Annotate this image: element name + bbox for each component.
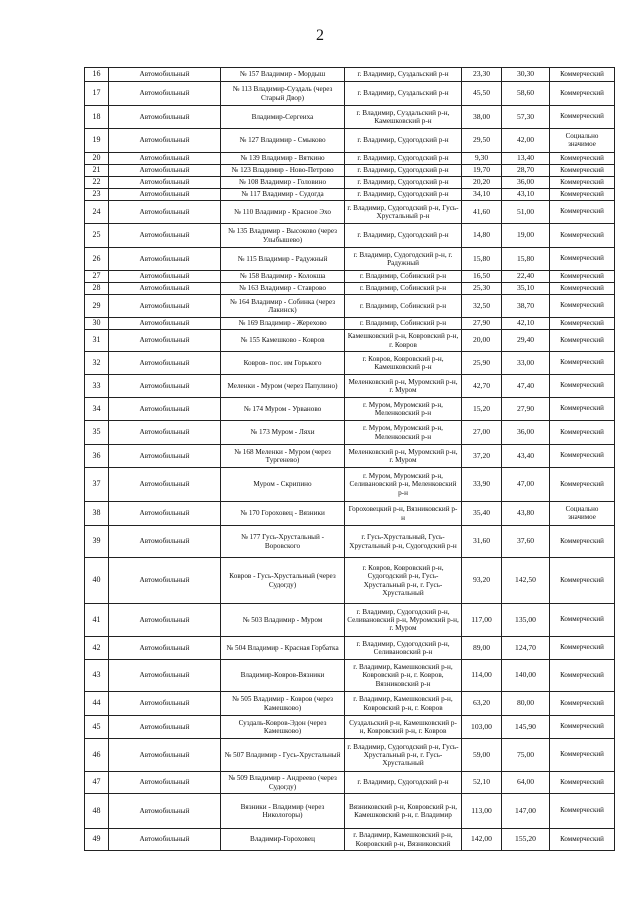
route-type-cell: Коммерческий bbox=[550, 716, 615, 739]
table-row bbox=[85, 189, 615, 201]
distance-forward-cell: 52,10 bbox=[462, 772, 502, 794]
transport-kind-cell: Автомобильный bbox=[109, 772, 221, 794]
route-name-cell: № 158 Владимир - Колокша bbox=[221, 271, 345, 283]
transport-kind-cell: Автомобильный bbox=[109, 189, 221, 201]
distance-forward-cell: 38,00 bbox=[462, 106, 502, 129]
table-row bbox=[85, 283, 615, 295]
transport-kind-cell: Автомобильный bbox=[109, 271, 221, 283]
route-name-cell: № 108 Владимир - Головино bbox=[221, 177, 345, 189]
route-name-cell: № 507 Владимир - Гусь-Хрустальный bbox=[221, 739, 345, 772]
distance-back-cell: 15,80 bbox=[502, 248, 550, 271]
distance-back-cell: 47,00 bbox=[502, 468, 550, 502]
table-row bbox=[85, 772, 615, 794]
route-name-cell: Ковров- пос. им Горького bbox=[221, 352, 345, 375]
distance-forward-cell: 19,70 bbox=[462, 165, 502, 177]
districts-cell: Гороховецкий р-н, Вязниковский р-н bbox=[345, 502, 462, 526]
transport-kind-cell: Автомобильный bbox=[109, 248, 221, 271]
transport-kind-cell: Автомобильный bbox=[109, 224, 221, 248]
transport-kind-cell: Автомобильный bbox=[109, 829, 221, 851]
distance-forward-cell: 27,90 bbox=[462, 318, 502, 330]
districts-cell: г. Владимир, Судогодский р-н bbox=[345, 177, 462, 189]
route-name-cell: № 117 Владимир - Судогда bbox=[221, 189, 345, 201]
districts-cell: Меленковский р-н, Муромский р-н, г. Муром bbox=[345, 375, 462, 398]
route-number-cell: 35 bbox=[85, 421, 109, 445]
districts-cell: г. Владимир, Суздальский р-н, Камешковский р-н bbox=[345, 106, 462, 129]
route-name-cell: № 123 Владимир - Ново-Петрово bbox=[221, 165, 345, 177]
route-number-cell: 17 bbox=[85, 82, 109, 106]
districts-cell: г. Владимир, Судогодский р-н bbox=[345, 224, 462, 248]
transport-kind-cell: Автомобильный bbox=[109, 153, 221, 165]
routes-table bbox=[84, 67, 615, 851]
districts-cell: г. Владимир, Судогодский р-н, г. Радужный bbox=[345, 248, 462, 271]
table-row bbox=[85, 558, 615, 604]
transport-kind-cell: Автомобильный bbox=[109, 177, 221, 189]
table-row bbox=[85, 201, 615, 224]
route-name-cell: № 163 Владимир - Ставрово bbox=[221, 283, 345, 295]
districts-cell: г. Ковров, Ковровский р-н, Камешковский р-н bbox=[345, 352, 462, 375]
route-name-cell: № 115 Владимир - Радужный bbox=[221, 248, 345, 271]
distance-back-cell: 37,60 bbox=[502, 526, 550, 558]
distance-back-cell: 142,50 bbox=[502, 558, 550, 604]
route-number-cell: 32 bbox=[85, 352, 109, 375]
distance-forward-cell: 42,70 bbox=[462, 375, 502, 398]
route-name-cell: № 169 Владимир - Жерехово bbox=[221, 318, 345, 330]
distance-back-cell: 145,90 bbox=[502, 716, 550, 739]
route-number-cell: 16 bbox=[85, 68, 109, 82]
route-type-cell: Социально значимое bbox=[550, 502, 615, 526]
route-number-cell: 29 bbox=[85, 295, 109, 318]
transport-kind-cell: Автомобильный bbox=[109, 129, 221, 153]
districts-cell: г. Владимир, Собинский р-н bbox=[345, 283, 462, 295]
route-name-cell: № 505 Владимир - Ковров (через Камешково) bbox=[221, 692, 345, 716]
table-row bbox=[85, 660, 615, 692]
distance-forward-cell: 89,00 bbox=[462, 637, 502, 660]
districts-cell: г. Владимир, Судогодский р-н, Гусь-Хрустальный р-н bbox=[345, 201, 462, 224]
route-number-cell: 20 bbox=[85, 153, 109, 165]
districts-cell: г. Владимир, Судогодский р-н bbox=[345, 189, 462, 201]
route-type-cell: Коммерческий bbox=[550, 165, 615, 177]
table-row bbox=[85, 421, 615, 445]
route-name-cell: № 503 Владимир - Муром bbox=[221, 604, 345, 637]
distance-back-cell: 36,00 bbox=[502, 177, 550, 189]
route-number-cell: 46 bbox=[85, 739, 109, 772]
distance-back-cell: 155,20 bbox=[502, 829, 550, 851]
table-row bbox=[85, 398, 615, 421]
districts-cell: Вязниковский р-н, Ковровский р-н, Камешковский р-н, г. Владимир bbox=[345, 794, 462, 829]
transport-kind-cell: Автомобильный bbox=[109, 468, 221, 502]
route-number-cell: 43 bbox=[85, 660, 109, 692]
distance-back-cell: 124,70 bbox=[502, 637, 550, 660]
table-row bbox=[85, 129, 615, 153]
table-row bbox=[85, 224, 615, 248]
distance-back-cell: 13,40 bbox=[502, 153, 550, 165]
route-type-cell: Коммерческий bbox=[550, 637, 615, 660]
table-row bbox=[85, 248, 615, 271]
table-row bbox=[85, 271, 615, 283]
distance-forward-cell: 25,30 bbox=[462, 283, 502, 295]
route-name-cell: № 173 Муром - Ляхи bbox=[221, 421, 345, 445]
route-number-cell: 21 bbox=[85, 165, 109, 177]
route-name-cell: Ковров - Гусь-Хрустальный (через Судогду) bbox=[221, 558, 345, 604]
districts-cell: г. Владимир, Судогодский р-н, Селивановский р-н, Муромский р-н, г. Муром bbox=[345, 604, 462, 637]
table-row bbox=[85, 375, 615, 398]
distance-forward-cell: 63,20 bbox=[462, 692, 502, 716]
distance-forward-cell: 37,20 bbox=[462, 445, 502, 468]
distance-back-cell: 36,00 bbox=[502, 421, 550, 445]
route-type-cell: Коммерческий bbox=[550, 224, 615, 248]
distance-forward-cell: 45,50 bbox=[462, 82, 502, 106]
distance-back-cell: 22,40 bbox=[502, 271, 550, 283]
transport-kind-cell: Автомобильный bbox=[109, 739, 221, 772]
route-type-cell: Коммерческий bbox=[550, 526, 615, 558]
transport-kind-cell: Автомобильный bbox=[109, 526, 221, 558]
route-number-cell: 38 bbox=[85, 502, 109, 526]
route-name-cell: Владимир-Сергеиха bbox=[221, 106, 345, 129]
districts-cell: Суздальский р-н, Камешковский р-н, Ковровский р-н, г. Ковров bbox=[345, 716, 462, 739]
route-name-cell: № 110 Владимир - Красное Эхо bbox=[221, 201, 345, 224]
route-number-cell: 18 bbox=[85, 106, 109, 129]
route-number-cell: 33 bbox=[85, 375, 109, 398]
transport-kind-cell: Автомобильный bbox=[109, 502, 221, 526]
distance-forward-cell: 34,10 bbox=[462, 189, 502, 201]
route-number-cell: 41 bbox=[85, 604, 109, 637]
distance-back-cell: 33,00 bbox=[502, 352, 550, 375]
districts-cell: г. Владимир, Суздальский р-н bbox=[345, 82, 462, 106]
route-type-cell: Коммерческий bbox=[550, 248, 615, 271]
route-type-cell: Коммерческий bbox=[550, 604, 615, 637]
route-type-cell: Коммерческий bbox=[550, 271, 615, 283]
route-name-cell: Суздаль-Ковров-Эдон (через Камешково) bbox=[221, 716, 345, 739]
distance-back-cell: 147,00 bbox=[502, 794, 550, 829]
distance-forward-cell: 59,00 bbox=[462, 739, 502, 772]
transport-kind-cell: Автомобильный bbox=[109, 330, 221, 352]
route-name-cell: № 113 Владимир-Суздаль (через Старый Двор) bbox=[221, 82, 345, 106]
route-type-cell: Коммерческий bbox=[550, 375, 615, 398]
distance-back-cell: 47,40 bbox=[502, 375, 550, 398]
distance-forward-cell: 113,00 bbox=[462, 794, 502, 829]
distance-forward-cell: 20,20 bbox=[462, 177, 502, 189]
distance-back-cell: 43,10 bbox=[502, 189, 550, 201]
table-row bbox=[85, 295, 615, 318]
transport-kind-cell: Автомобильный bbox=[109, 295, 221, 318]
distance-back-cell: 30,30 bbox=[502, 68, 550, 82]
table-row bbox=[85, 692, 615, 716]
distance-back-cell: 51,00 bbox=[502, 201, 550, 224]
distance-back-cell: 42,10 bbox=[502, 318, 550, 330]
districts-cell: г. Владимир, Судогодский р-н bbox=[345, 165, 462, 177]
route-name-cell: Вязники - Владимир (через Никологоры) bbox=[221, 794, 345, 829]
route-number-cell: 25 bbox=[85, 224, 109, 248]
transport-kind-cell: Автомобильный bbox=[109, 201, 221, 224]
transport-kind-cell: Автомобильный bbox=[109, 692, 221, 716]
route-number-cell: 28 bbox=[85, 283, 109, 295]
table-row bbox=[85, 526, 615, 558]
table-row bbox=[85, 352, 615, 375]
table-row bbox=[85, 739, 615, 772]
route-type-cell: Коммерческий bbox=[550, 201, 615, 224]
districts-cell: г. Владимир, Камешковский р-н, Ковровский р-н, г. Ковров, Вязниковский р-н bbox=[345, 660, 462, 692]
distance-forward-cell: 23,30 bbox=[462, 68, 502, 82]
transport-kind-cell: Автомобильный bbox=[109, 165, 221, 177]
route-type-cell: Коммерческий bbox=[550, 330, 615, 352]
transport-kind-cell: Автомобильный bbox=[109, 794, 221, 829]
districts-cell: г. Ковров, Ковровский р-н, Судогодский р-н, Гусь-Хрустальный р-н, г. Гусь-Хрустальный bbox=[345, 558, 462, 604]
distance-back-cell: 42,00 bbox=[502, 129, 550, 153]
distance-forward-cell: 41,60 bbox=[462, 201, 502, 224]
table-row bbox=[85, 330, 615, 352]
route-number-cell: 44 bbox=[85, 692, 109, 716]
districts-cell: г. Муром, Муромский р-н, Меленковский р-н bbox=[345, 421, 462, 445]
route-type-cell: Коммерческий bbox=[550, 283, 615, 295]
route-name-cell: № 504 Владимир - Красная Горбатка bbox=[221, 637, 345, 660]
route-type-cell: Коммерческий bbox=[550, 352, 615, 375]
route-number-cell: 48 bbox=[85, 794, 109, 829]
transport-kind-cell: Автомобильный bbox=[109, 445, 221, 468]
transport-kind-cell: Автомобильный bbox=[109, 82, 221, 106]
route-name-cell: № 170 Гороховец - Вязники bbox=[221, 502, 345, 526]
transport-kind-cell: Автомобильный bbox=[109, 106, 221, 129]
distance-back-cell: 80,00 bbox=[502, 692, 550, 716]
route-number-cell: 37 bbox=[85, 468, 109, 502]
route-type-cell: Коммерческий bbox=[550, 829, 615, 851]
route-type-cell: Коммерческий bbox=[550, 739, 615, 772]
route-type-cell: Коммерческий bbox=[550, 82, 615, 106]
districts-cell: г. Владимир, Собинский р-н bbox=[345, 295, 462, 318]
route-type-cell: Коммерческий bbox=[550, 153, 615, 165]
distance-forward-cell: 15,80 bbox=[462, 248, 502, 271]
route-number-cell: 34 bbox=[85, 398, 109, 421]
route-type-cell: Коммерческий bbox=[550, 189, 615, 201]
route-number-cell: 24 bbox=[85, 201, 109, 224]
distance-back-cell: 28,70 bbox=[502, 165, 550, 177]
distance-back-cell: 38,70 bbox=[502, 295, 550, 318]
transport-kind-cell: Автомобильный bbox=[109, 68, 221, 82]
route-number-cell: 23 bbox=[85, 189, 109, 201]
transport-kind-cell: Автомобильный bbox=[109, 283, 221, 295]
route-type-cell: Коммерческий bbox=[550, 794, 615, 829]
route-number-cell: 30 bbox=[85, 318, 109, 330]
distance-back-cell: 57,30 bbox=[502, 106, 550, 129]
distance-forward-cell: 114,00 bbox=[462, 660, 502, 692]
transport-kind-cell: Автомобильный bbox=[109, 398, 221, 421]
distance-forward-cell: 31,60 bbox=[462, 526, 502, 558]
table-row bbox=[85, 445, 615, 468]
distance-back-cell: 35,10 bbox=[502, 283, 550, 295]
page-number: 2 bbox=[316, 27, 324, 44]
districts-cell: г. Владимир, Суздальский р-н bbox=[345, 68, 462, 82]
distance-back-cell: 64,00 bbox=[502, 772, 550, 794]
districts-cell: г. Владимир, Судогодский р-н bbox=[345, 772, 462, 794]
table-row bbox=[85, 106, 615, 129]
route-name-cell: Владимир-Гороховец bbox=[221, 829, 345, 851]
table-row bbox=[85, 794, 615, 829]
distance-back-cell: 29,40 bbox=[502, 330, 550, 352]
distance-back-cell: 19,00 bbox=[502, 224, 550, 248]
route-type-cell: Коммерческий bbox=[550, 468, 615, 502]
distance-forward-cell: 142,00 bbox=[462, 829, 502, 851]
distance-back-cell: 140,00 bbox=[502, 660, 550, 692]
route-name-cell: № 164 Владимир - Собинка (через Лакинск) bbox=[221, 295, 345, 318]
districts-cell: г. Владимир, Собинский р-н bbox=[345, 318, 462, 330]
route-number-cell: 26 bbox=[85, 248, 109, 271]
table-row bbox=[85, 637, 615, 660]
route-name-cell: № 155 Камешково - Ковров bbox=[221, 330, 345, 352]
route-name-cell: № 509 Владимир - Андреево (через Судогду) bbox=[221, 772, 345, 794]
route-number-cell: 49 bbox=[85, 829, 109, 851]
table-row bbox=[85, 604, 615, 637]
distance-forward-cell: 33,90 bbox=[462, 468, 502, 502]
route-name-cell: Муром - Скрипино bbox=[221, 468, 345, 502]
route-type-cell: Коммерческий bbox=[550, 177, 615, 189]
route-type-cell: Коммерческий bbox=[550, 318, 615, 330]
distance-forward-cell: 27,00 bbox=[462, 421, 502, 445]
distance-back-cell: 27,90 bbox=[502, 398, 550, 421]
distance-forward-cell: 103,00 bbox=[462, 716, 502, 739]
transport-kind-cell: Автомобильный bbox=[109, 660, 221, 692]
districts-cell: г. Владимир, Судогодский р-н, Гусь-Хрустальный р-н, г. Гусь-Хрустальный bbox=[345, 739, 462, 772]
districts-cell: г. Владимир, Судогодский р-н bbox=[345, 129, 462, 153]
route-type-cell: Коммерческий bbox=[550, 398, 615, 421]
route-type-cell: Коммерческий bbox=[550, 558, 615, 604]
distance-back-cell: 135,00 bbox=[502, 604, 550, 637]
table-row bbox=[85, 468, 615, 502]
route-number-cell: 39 bbox=[85, 526, 109, 558]
route-type-cell: Коммерческий bbox=[550, 295, 615, 318]
route-type-cell: Коммерческий bbox=[550, 421, 615, 445]
route-type-cell: Коммерческий bbox=[550, 445, 615, 468]
districts-cell: г. Владимир, Судогодский р-н, Селивановский р-н bbox=[345, 637, 462, 660]
table-row bbox=[85, 502, 615, 526]
route-type-cell: Социально значимое bbox=[550, 129, 615, 153]
distance-forward-cell: 29,50 bbox=[462, 129, 502, 153]
districts-cell: г. Владимир, Камешковский р-н, Ковровский р-н, Вязниковский bbox=[345, 829, 462, 851]
route-name-cell: № 177 Гусь-Хрустальный - Воровского bbox=[221, 526, 345, 558]
distance-forward-cell: 117,00 bbox=[462, 604, 502, 637]
distance-forward-cell: 25,90 bbox=[462, 352, 502, 375]
route-type-cell: Коммерческий bbox=[550, 772, 615, 794]
transport-kind-cell: Автомобильный bbox=[109, 604, 221, 637]
table-row bbox=[85, 165, 615, 177]
route-name-cell: № 139 Владимир - Вяткино bbox=[221, 153, 345, 165]
route-type-cell: Коммерческий bbox=[550, 68, 615, 82]
districts-cell: г. Муром, Муромский р-н, Селивановский р-н, Меленковский р-н bbox=[345, 468, 462, 502]
route-number-cell: 19 bbox=[85, 129, 109, 153]
transport-kind-cell: Автомобильный bbox=[109, 558, 221, 604]
route-name-cell: № 174 Муром - Урваново bbox=[221, 398, 345, 421]
route-number-cell: 45 bbox=[85, 716, 109, 739]
table-row bbox=[85, 153, 615, 165]
route-number-cell: 42 bbox=[85, 637, 109, 660]
route-type-cell: Коммерческий bbox=[550, 660, 615, 692]
transport-kind-cell: Автомобильный bbox=[109, 352, 221, 375]
route-name-cell: № 157 Владимир - Мордыш bbox=[221, 68, 345, 82]
route-name-cell: Владимир-Ковров-Вязники bbox=[221, 660, 345, 692]
transport-kind-cell: Автомобильный bbox=[109, 421, 221, 445]
table-row bbox=[85, 82, 615, 106]
transport-kind-cell: Автомобильный bbox=[109, 637, 221, 660]
distance-back-cell: 75,00 bbox=[502, 739, 550, 772]
distance-forward-cell: 35,40 bbox=[462, 502, 502, 526]
transport-kind-cell: Автомобильный bbox=[109, 375, 221, 398]
districts-cell: г. Гусь-Хрустальный, Гусь-Хрустальный р-н, Судогодский р-н bbox=[345, 526, 462, 558]
route-number-cell: 31 bbox=[85, 330, 109, 352]
table-row bbox=[85, 68, 615, 82]
distance-forward-cell: 15,20 bbox=[462, 398, 502, 421]
route-name-cell: № 135 Владимир - Высоково (через Улыбышево) bbox=[221, 224, 345, 248]
districts-cell: г. Муром, Муромский р-н, Меленковский р-н bbox=[345, 398, 462, 421]
table-row bbox=[85, 716, 615, 739]
distance-forward-cell: 20,00 bbox=[462, 330, 502, 352]
route-number-cell: 27 bbox=[85, 271, 109, 283]
transport-kind-cell: Автомобильный bbox=[109, 716, 221, 739]
distance-forward-cell: 32,50 bbox=[462, 295, 502, 318]
distance-forward-cell: 93,20 bbox=[462, 558, 502, 604]
distance-forward-cell: 14,80 bbox=[462, 224, 502, 248]
route-type-cell: Коммерческий bbox=[550, 692, 615, 716]
table-row bbox=[85, 177, 615, 189]
districts-cell: г. Владимир, Судогодский р-н bbox=[345, 153, 462, 165]
districts-cell: Камешковский р-н, Ковровский р-н, г. Ковров bbox=[345, 330, 462, 352]
route-name-cell: Меленки - Муром (через Папулино) bbox=[221, 375, 345, 398]
route-type-cell: Коммерческий bbox=[550, 106, 615, 129]
route-name-cell: № 168 Меленки - Муром (через Тургенево) bbox=[221, 445, 345, 468]
districts-cell: г. Владимир, Собинский р-н bbox=[345, 271, 462, 283]
distance-back-cell: 43,40 bbox=[502, 445, 550, 468]
districts-cell: Меленковский р-н, Муромский р-н, г. Муром bbox=[345, 445, 462, 468]
distance-back-cell: 58,60 bbox=[502, 82, 550, 106]
distance-forward-cell: 16,50 bbox=[462, 271, 502, 283]
route-number-cell: 22 bbox=[85, 177, 109, 189]
table-row bbox=[85, 829, 615, 851]
route-number-cell: 40 bbox=[85, 558, 109, 604]
distance-forward-cell: 9,30 bbox=[462, 153, 502, 165]
districts-cell: г. Владимир, Камешковский р-н, Ковровский р-н, г. Ковров bbox=[345, 692, 462, 716]
route-number-cell: 36 bbox=[85, 445, 109, 468]
route-name-cell: № 127 Владимир - Смыково bbox=[221, 129, 345, 153]
distance-back-cell: 43,80 bbox=[502, 502, 550, 526]
table-row bbox=[85, 318, 615, 330]
route-number-cell: 47 bbox=[85, 772, 109, 794]
transport-kind-cell: Автомобильный bbox=[109, 318, 221, 330]
